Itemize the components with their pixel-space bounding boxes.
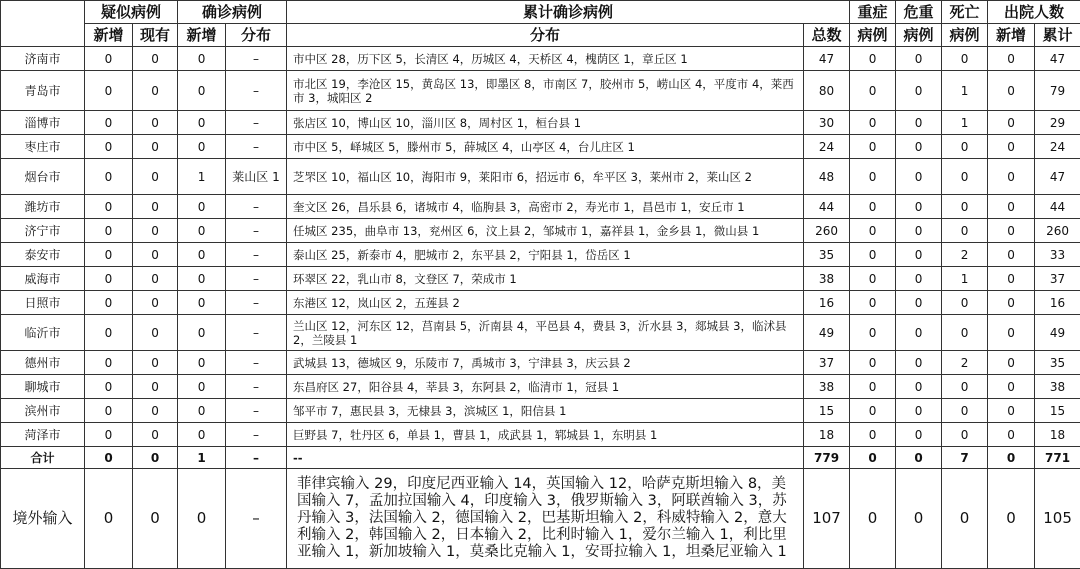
- cumulative-distribution-cell: 邹平市 7，惠民县 3，无棣县 3，滨城区 1，阳信县 1: [287, 399, 804, 423]
- confirmed-new-cell: 0: [178, 71, 226, 111]
- discharged-new-cell: 0: [988, 195, 1035, 219]
- death-header: 死亡: [942, 1, 988, 24]
- suspected-current-cell: 0: [133, 47, 178, 71]
- discharged-new-cell: 0: [988, 219, 1035, 243]
- confirmed-new-cell: 0: [178, 351, 226, 375]
- severe-cell: 0: [850, 243, 896, 267]
- critical-header: 危重: [896, 1, 942, 24]
- cumulative-total-cell: 18: [804, 423, 850, 447]
- cumulative-distribution-cell: 泰山区 25，新泰市 4，肥城市 2，东平县 2，宁阳县 1，岱岳区 1: [287, 243, 804, 267]
- suspected-current-cell: 0: [133, 315, 178, 351]
- discharged-new-cell: 0: [988, 447, 1035, 469]
- suspected-new-cell: 0: [85, 469, 133, 569]
- suspected-new-cell: 0: [85, 111, 133, 135]
- discharged-total-cell: 49: [1035, 315, 1080, 351]
- suspected-new-cell: 0: [85, 71, 133, 111]
- city-cell: 菏泽市: [1, 423, 85, 447]
- suspected-current-cell: 0: [133, 399, 178, 423]
- suspected-current-cell: 0: [133, 447, 178, 469]
- cumulative-total-cell: 35: [804, 243, 850, 267]
- suspected-current-cell: 0: [133, 423, 178, 447]
- city-cell: 境外输入: [1, 469, 85, 569]
- table-row: [1, 71, 1080, 111]
- suspected-new-cell: 0: [85, 399, 133, 423]
- confirmed-new-cell: 0: [178, 219, 226, 243]
- city-cell: 合计: [1, 447, 85, 469]
- confirmed-distribution-cell: –: [226, 267, 287, 291]
- suspected-new-header: 新增: [85, 24, 133, 47]
- discharged-total-header: 累计: [1035, 24, 1080, 47]
- table-body: [1, 47, 1080, 569]
- suspected-current-cell: 0: [133, 351, 178, 375]
- suspected-current-cell: 0: [133, 243, 178, 267]
- discharged-total-cell: 29: [1035, 111, 1080, 135]
- death-cell: 0: [942, 47, 988, 71]
- death-cell: 0: [942, 423, 988, 447]
- death-cell: 2: [942, 351, 988, 375]
- critical-cell: 0: [896, 399, 942, 423]
- confirmed-distribution-cell: –: [226, 399, 287, 423]
- confirmed-distribution-cell: –: [226, 423, 287, 447]
- cumulative-distribution-cell: 芝罘区 10，福山区 10，海阳市 9，莱阳市 6，招远市 6，牟平区 3，莱州市 2，莱山区 2: [287, 159, 804, 195]
- table-row: [1, 111, 1080, 135]
- cumulative-header: 累计确诊病例: [287, 1, 850, 24]
- cumulative-total-cell: 15: [804, 399, 850, 423]
- suspected-current-cell: 0: [133, 111, 178, 135]
- suspected-new-cell: 0: [85, 195, 133, 219]
- discharged-new-cell: 0: [988, 399, 1035, 423]
- discharged-new-cell: 0: [988, 375, 1035, 399]
- confirmed-new-cell: 0: [178, 423, 226, 447]
- city-cell: 枣庄市: [1, 135, 85, 159]
- table-row: [1, 351, 1080, 375]
- city-cell: 泰安市: [1, 243, 85, 267]
- critical-header-2: 病例: [896, 24, 942, 47]
- table-row: [1, 267, 1080, 291]
- suspected-current-cell: 0: [133, 71, 178, 111]
- confirmed-new-cell: 0: [178, 267, 226, 291]
- cumulative-total-header: 总数: [804, 24, 850, 47]
- discharged-total-cell: 47: [1035, 47, 1080, 71]
- suspected-current-cell: 0: [133, 469, 178, 569]
- cumulative-distribution-cell: 环翠区 22，乳山市 8，文登区 7，荣成市 1: [287, 267, 804, 291]
- suspected-current-cell: 0: [133, 135, 178, 159]
- table-row: [1, 195, 1080, 219]
- discharged-new-cell: 0: [988, 135, 1035, 159]
- death-cell: 0: [942, 315, 988, 351]
- cumulative-total-cell: 38: [804, 375, 850, 399]
- table-row: [1, 315, 1080, 351]
- table-row: [1, 423, 1080, 447]
- city-cell: 烟台市: [1, 159, 85, 195]
- confirmed-new-cell: 0: [178, 111, 226, 135]
- death-header-2: 病例: [942, 24, 988, 47]
- cumulative-distribution-cell: 任城区 235，曲阜市 13，兖州区 6，汶上县 2，邹城市 1，嘉祥县 1，金乡县 1，微山县 1: [287, 219, 804, 243]
- severe-cell: 0: [850, 351, 896, 375]
- severe-cell: 0: [850, 315, 896, 351]
- death-cell: 0: [942, 135, 988, 159]
- suspected-new-cell: 0: [85, 159, 133, 195]
- discharged-total-cell: 79: [1035, 71, 1080, 111]
- cumulative-total-cell: 16: [804, 291, 850, 315]
- confirmed-distribution-cell: –: [226, 291, 287, 315]
- city-cell: 青岛市: [1, 71, 85, 111]
- discharged-total-cell: 44: [1035, 195, 1080, 219]
- confirmed-new-cell: 0: [178, 47, 226, 71]
- discharged-total-cell: 771: [1035, 447, 1080, 469]
- cumulative-total-cell: 44: [804, 195, 850, 219]
- discharged-total-cell: 37: [1035, 267, 1080, 291]
- critical-cell: 0: [896, 243, 942, 267]
- severe-cell: 0: [850, 469, 896, 569]
- discharged-total-cell: 35: [1035, 351, 1080, 375]
- death-cell: 0: [942, 195, 988, 219]
- city-cell: 德州市: [1, 351, 85, 375]
- critical-cell: 0: [896, 111, 942, 135]
- cumulative-distribution-cell: 武城县 13，德城区 9，乐陵市 7，禹城市 3，宁津县 3，庆云县 2: [287, 351, 804, 375]
- critical-cell: 0: [896, 267, 942, 291]
- suspected-new-cell: 0: [85, 243, 133, 267]
- critical-cell: 0: [896, 159, 942, 195]
- confirmed-distribution-cell: –: [226, 351, 287, 375]
- cumulative-total-cell: 37: [804, 351, 850, 375]
- cumulative-distribution-cell: 奎文区 26，昌乐县 6，诸城市 4，临朐县 3，高密市 2，寿光市 1，昌邑市 1，安丘市 1: [287, 195, 804, 219]
- cumulative-distribution-cell: 巨野县 7，牡丹区 6，单县 1，曹县 1，成武县 1，郓城县 1，东明县 1: [287, 423, 804, 447]
- confirmed-distribution-cell: –: [226, 243, 287, 267]
- city-cell: 济南市: [1, 47, 85, 71]
- suspected-current-cell: 0: [133, 159, 178, 195]
- table-row: [1, 135, 1080, 159]
- table-row: [1, 159, 1080, 195]
- discharged-header: 出院人数: [988, 1, 1080, 24]
- severe-cell: 0: [850, 47, 896, 71]
- confirmed-new-cell: 1: [178, 159, 226, 195]
- severe-cell: 0: [850, 219, 896, 243]
- confirmed-new-cell: 0: [178, 315, 226, 351]
- cumulative-total-cell: 260: [804, 219, 850, 243]
- confirmed-distribution-cell: –: [226, 219, 287, 243]
- death-cell: 0: [942, 375, 988, 399]
- severe-cell: 0: [850, 375, 896, 399]
- suspected-new-cell: 0: [85, 135, 133, 159]
- cumulative-total-cell: 80: [804, 71, 850, 111]
- critical-cell: 0: [896, 315, 942, 351]
- critical-cell: 0: [896, 291, 942, 315]
- critical-cell: 0: [896, 135, 942, 159]
- critical-cell: 0: [896, 351, 942, 375]
- severe-cell: 0: [850, 267, 896, 291]
- death-cell: 1: [942, 111, 988, 135]
- city-cell: 日照市: [1, 291, 85, 315]
- suspected-new-cell: 0: [85, 447, 133, 469]
- suspected-header: 疑似病例: [85, 1, 178, 24]
- confirmed-new-cell: 1: [178, 447, 226, 469]
- discharged-total-cell: 24: [1035, 135, 1080, 159]
- confirmed-distribution-header: 分布: [226, 24, 287, 47]
- discharged-new-cell: 0: [988, 469, 1035, 569]
- critical-cell: 0: [896, 447, 942, 469]
- cumulative-distribution-cell: 兰山区 12，河东区 12，莒南县 5，沂南县 4，平邑县 4，费县 3，沂水县 3，郯城县 3，临沭县 2，兰陵县 1: [287, 315, 804, 351]
- death-cell: 1: [942, 71, 988, 111]
- severe-cell: 0: [850, 291, 896, 315]
- death-cell: 0: [942, 399, 988, 423]
- discharged-new-cell: 0: [988, 71, 1035, 111]
- death-cell: 0: [942, 469, 988, 569]
- table-row: [1, 447, 1080, 469]
- critical-cell: 0: [896, 71, 942, 111]
- suspected-current-header: 现有: [133, 24, 178, 47]
- cumulative-distribution-header: 分布: [287, 24, 804, 47]
- discharged-new-cell: 0: [988, 315, 1035, 351]
- discharged-total-cell: 38: [1035, 375, 1080, 399]
- city-header: [1, 1, 85, 47]
- discharged-new-cell: 0: [988, 351, 1035, 375]
- confirmed-distribution-cell: –: [226, 111, 287, 135]
- confirmed-header: 确诊病例: [178, 1, 287, 24]
- suspected-new-cell: 0: [85, 291, 133, 315]
- suspected-current-cell: 0: [133, 267, 178, 291]
- suspected-new-cell: 0: [85, 351, 133, 375]
- confirmed-new-cell: 0: [178, 375, 226, 399]
- severe-header: 重症: [850, 1, 896, 24]
- cumulative-total-cell: 779: [804, 447, 850, 469]
- table-row: [1, 399, 1080, 423]
- death-cell: 0: [942, 291, 988, 315]
- severe-header-2: 病例: [850, 24, 896, 47]
- critical-cell: 0: [896, 423, 942, 447]
- discharged-new-cell: 0: [988, 291, 1035, 315]
- discharged-new-cell: 0: [988, 243, 1035, 267]
- suspected-new-cell: 0: [85, 267, 133, 291]
- severe-cell: 0: [850, 447, 896, 469]
- confirmed-new-cell: 0: [178, 135, 226, 159]
- suspected-new-cell: 0: [85, 47, 133, 71]
- city-cell: 临沂市: [1, 315, 85, 351]
- suspected-new-cell: 0: [85, 315, 133, 351]
- discharged-new-cell: 0: [988, 267, 1035, 291]
- critical-cell: 0: [896, 195, 942, 219]
- discharged-total-cell: 18: [1035, 423, 1080, 447]
- death-cell: 1: [942, 267, 988, 291]
- confirmed-distribution-cell: –: [226, 375, 287, 399]
- suspected-new-cell: 0: [85, 219, 133, 243]
- city-cell: 聊城市: [1, 375, 85, 399]
- cumulative-distribution-cell: 东港区 12，岚山区 2，五莲县 2: [287, 291, 804, 315]
- severe-cell: 0: [850, 111, 896, 135]
- death-cell: 0: [942, 159, 988, 195]
- table-row: [1, 375, 1080, 399]
- critical-cell: 0: [896, 47, 942, 71]
- cumulative-total-cell: 48: [804, 159, 850, 195]
- cumulative-total-cell: 107: [804, 469, 850, 569]
- table-row: [1, 291, 1080, 315]
- discharged-total-cell: 16: [1035, 291, 1080, 315]
- critical-cell: 0: [896, 219, 942, 243]
- severe-cell: 0: [850, 159, 896, 195]
- cumulative-total-cell: 38: [804, 267, 850, 291]
- cumulative-total-cell: 30: [804, 111, 850, 135]
- table-row: [1, 243, 1080, 267]
- cumulative-total-cell: 24: [804, 135, 850, 159]
- suspected-current-cell: 0: [133, 291, 178, 315]
- confirmed-distribution-cell: –: [226, 71, 287, 111]
- confirmed-distribution-cell: –: [226, 195, 287, 219]
- confirmed-distribution-cell: –: [226, 447, 287, 469]
- table-row: [1, 469, 1080, 569]
- discharged-new-cell: 0: [988, 423, 1035, 447]
- cumulative-distribution-cell: 市中区 5，峄城区 5，滕州市 5，薛城区 4，山亭区 4，台儿庄区 1: [287, 135, 804, 159]
- discharged-total-cell: 15: [1035, 399, 1080, 423]
- confirmed-new-cell: 0: [178, 291, 226, 315]
- confirmed-distribution-cell: 莱山区 1: [226, 159, 287, 195]
- table-row: [1, 47, 1080, 71]
- cumulative-distribution-cell: 东昌府区 27，阳谷县 4，莘县 3，东阿县 2，临清市 1，冠县 1: [287, 375, 804, 399]
- severe-cell: 0: [850, 423, 896, 447]
- confirmed-new-cell: 0: [178, 195, 226, 219]
- suspected-current-cell: 0: [133, 219, 178, 243]
- death-cell: 7: [942, 447, 988, 469]
- discharged-total-cell: 47: [1035, 159, 1080, 195]
- confirmed-distribution-cell: –: [226, 135, 287, 159]
- table-row: [1, 219, 1080, 243]
- discharged-total-cell: 33: [1035, 243, 1080, 267]
- suspected-new-cell: 0: [85, 423, 133, 447]
- cumulative-distribution-cell: 张店区 10，博山区 10，淄川区 8，周村区 1，桓台县 1: [287, 111, 804, 135]
- death-cell: 0: [942, 219, 988, 243]
- death-cell: 2: [942, 243, 988, 267]
- confirmed-distribution-cell: –: [226, 469, 287, 569]
- city-cell: 潍坊市: [1, 195, 85, 219]
- cumulative-total-cell: 47: [804, 47, 850, 71]
- cumulative-distribution-cell: 市北区 19，李沧区 15，黄岛区 13，即墨区 8，市南区 7，胶州市 5，崂山区 4，平度市 4，莱西市 3，城阳区 2: [287, 71, 804, 111]
- confirmed-distribution-cell: –: [226, 47, 287, 71]
- cumulative-distribution-cell: 市中区 28，历下区 5，长清区 4，历城区 4，天桥区 4，槐荫区 1，章丘区 1: [287, 47, 804, 71]
- severe-cell: 0: [850, 71, 896, 111]
- confirmed-new-header: 新增: [178, 24, 226, 47]
- cumulative-distribution-cell: --: [287, 447, 804, 469]
- suspected-new-cell: 0: [85, 375, 133, 399]
- critical-cell: 0: [896, 469, 942, 569]
- confirmed-distribution-cell: –: [226, 315, 287, 351]
- confirmed-new-cell: 0: [178, 243, 226, 267]
- cumulative-distribution-cell: 菲律宾输入 29，印度尼西亚输入 14，英国输入 12，哈萨克斯坦输入 8，美国输入 7，孟加拉国输入 4，印度输入 3，俄罗斯输入 3，阿联酋输入 3，苏丹输入 3，法国输入 2，德国输入 2，巴基斯坦输入 2，科威特输入 2，意大利输入 2，韩国输入 2，日本输入 2，比利时输入 1，爱尔兰输入 1，利比里亚输入 1，新加坡输入 1，莫桑比克输入 1，安哥拉输入 1，坦桑尼亚输入 1: [287, 469, 804, 569]
- discharged-new-header: 新增: [988, 24, 1035, 47]
- discharged-new-cell: 0: [988, 47, 1035, 71]
- city-cell: 淄博市: [1, 111, 85, 135]
- discharged-total-cell: 260: [1035, 219, 1080, 243]
- suspected-current-cell: 0: [133, 375, 178, 399]
- city-cell: 济宁市: [1, 219, 85, 243]
- suspected-current-cell: 0: [133, 195, 178, 219]
- severe-cell: 0: [850, 195, 896, 219]
- discharged-new-cell: 0: [988, 159, 1035, 195]
- discharged-total-cell: 105: [1035, 469, 1080, 569]
- severe-cell: 0: [850, 399, 896, 423]
- cumulative-total-cell: 49: [804, 315, 850, 351]
- confirmed-new-cell: 0: [178, 399, 226, 423]
- confirmed-new-cell: 0: [178, 469, 226, 569]
- severe-cell: 0: [850, 135, 896, 159]
- city-cell: 滨州市: [1, 399, 85, 423]
- city-cell: 威海市: [1, 267, 85, 291]
- discharged-new-cell: 0: [988, 111, 1035, 135]
- critical-cell: 0: [896, 375, 942, 399]
